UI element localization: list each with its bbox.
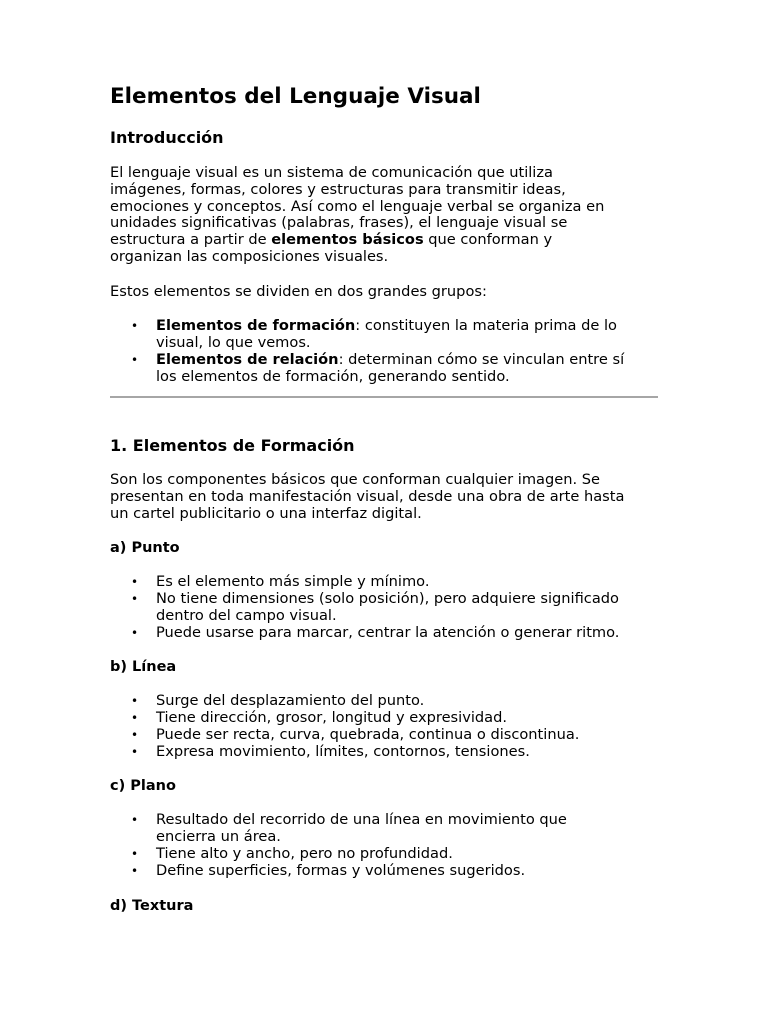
- intro-line-5: [110, 231, 552, 248]
- plano-list: [110, 812, 658, 880]
- list-item-text: No tiene dimensiones (solo posición), pero adquiere significado: [156, 589, 619, 607]
- list-item: • Tiene alto y ancho, pero no profundidad.: [110, 846, 658, 863]
- intro-paragraph: [110, 165, 660, 266]
- groups-list: [110, 318, 658, 386]
- list-item: • Define superficies, formas y volúmenes sugeridos.: [110, 863, 658, 880]
- group-description-cont: visual, lo que vemos.: [156, 333, 311, 351]
- linea-heading: b) Línea: [110, 659, 177, 675]
- section-1-paragraph: [110, 472, 660, 522]
- groups-intro-text: Estos elementos se dividen en dos grandes grupos:: [110, 283, 487, 300]
- group-description: : determinan cómo se vinculan entre sí: [338, 350, 625, 368]
- list-item-text: dentro del campo visual.: [156, 606, 337, 624]
- linea-list: [110, 693, 658, 761]
- textura-heading: d) Textura: [110, 898, 194, 914]
- intro-bold-term: elementos básicos: [271, 231, 424, 249]
- intro-line-2: imágenes, formas, colores y estructuras para transmitir ideas,: [110, 180, 566, 198]
- document-title: Elementos del Lenguaje Visual: [110, 84, 481, 109]
- list-item: • Expresa movimiento, límites, contornos, tensiones.: [110, 744, 658, 761]
- list-item: [110, 591, 658, 625]
- list-item: [110, 812, 658, 846]
- section-1-line-3: un cartel publicitario o una interfaz digital.: [110, 504, 422, 522]
- section-1-line-2: presentan en toda manifestación visual, desde una obra de arte hasta: [110, 487, 625, 505]
- intro-line-5-end: que conforman y: [423, 231, 553, 249]
- list-item: • Puede ser recta, curva, quebrada, continua o discontinua.: [110, 727, 658, 744]
- intro-line-1: El lenguaje visual es un sistema de comunicación que utiliza: [110, 164, 553, 181]
- intro-line-5-start: estructura a partir de: [110, 231, 272, 249]
- list-item-text: Resultado del recorrido de una línea en movimiento que: [156, 811, 567, 828]
- section-1-heading: 1. Elementos de Formación: [110, 436, 355, 455]
- group-description: : constituyen la materia prima de lo: [355, 317, 617, 334]
- list-item-text: encierra un área.: [156, 827, 281, 845]
- intro-line-4: unidades significativas (palabras, frases), el lenguaje visual se: [110, 214, 568, 232]
- list-item: [110, 352, 658, 386]
- group-term: Elementos de formación: [156, 317, 356, 334]
- punto-heading: a) Punto: [110, 540, 180, 556]
- plano-heading: c) Plano: [110, 778, 176, 794]
- section-1-line-1: Son los componentes básicos que conforman cualquier imagen. Se: [110, 471, 601, 488]
- intro-heading: Introducción: [110, 128, 224, 147]
- list-item: [110, 318, 658, 352]
- group-description-cont: los elementos de formación, generando sentido.: [156, 367, 510, 385]
- punto-list: [110, 574, 658, 642]
- group-term: Elementos de relación: [156, 350, 339, 368]
- list-item: • Surge del desplazamiento del punto.: [110, 693, 658, 710]
- intro-line-6: organizan las composiciones visuales.: [110, 247, 389, 265]
- intro-line-3: emociones y conceptos. Así como el lenguaje verbal se organiza en: [110, 197, 605, 215]
- list-item: • Tiene dirección, grosor, longitud y expresividad.: [110, 710, 658, 727]
- list-item: • Es el elemento más simple y mínimo.: [110, 574, 658, 591]
- list-item: • Puede usarse para marcar, centrar la atención o generar ritmo.: [110, 625, 658, 642]
- section-divider: [110, 396, 658, 398]
